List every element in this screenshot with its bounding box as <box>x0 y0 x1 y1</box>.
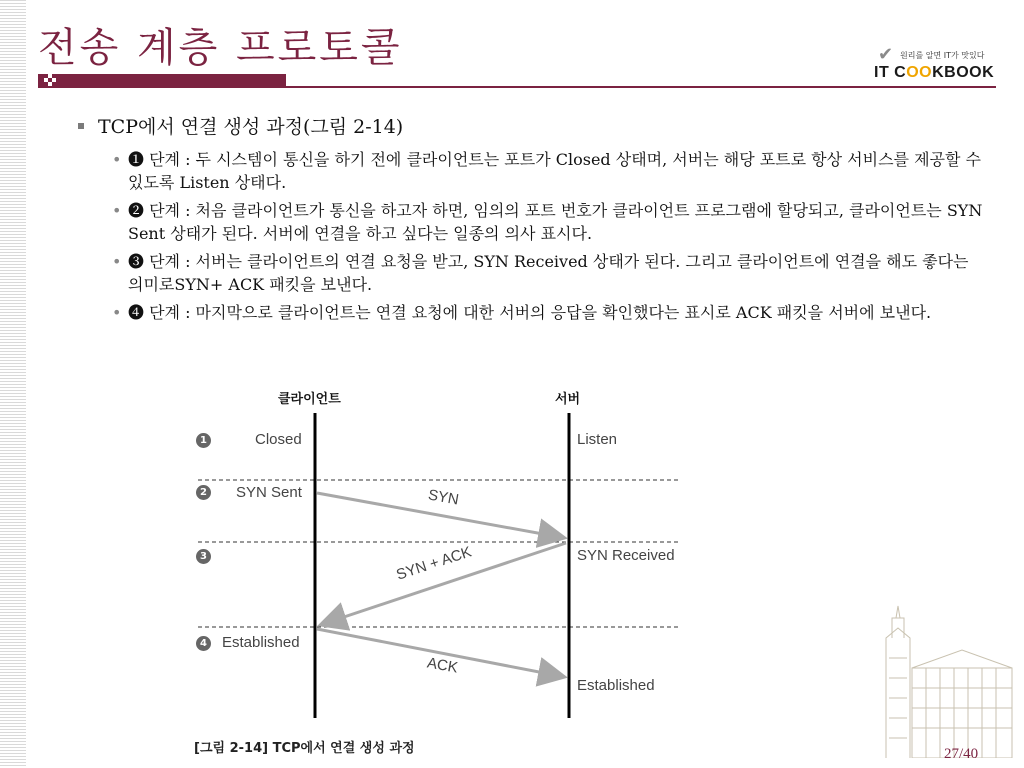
client-state-established: Established <box>222 634 300 651</box>
figure-caption: [그림 2-14] TCP에서 연결 생성 과정 <box>194 741 415 756</box>
client-state-syn-sent: SYN Sent <box>236 484 302 501</box>
left-stripe-decoration <box>0 0 26 768</box>
step-text: ➌ 단계 : 서버는 클라이언트의 연결 요청을 받고, SYN Received 상태가 된다. 그리고 클라이언트에 연결을 해도 좋다는 의미로SYN+ ACK 패킷을 보낸다. <box>128 252 969 294</box>
title-underline-bar <box>38 74 286 88</box>
step-text: ➋ 단계 : 처음 클라이언트가 통신을 하고자 하면, 임의의 포트 번호가 클라이언트 프로그램에 할당되고, 클라이언트는 SYN Sent 상태가 된다. 서버에 연결을 하고 싶다는 일종의 의사 표시다. <box>128 201 983 243</box>
syn-ack-label: SYN + ACK <box>394 543 474 584</box>
server-state-established: Established <box>577 677 655 694</box>
step-item <box>78 199 988 245</box>
title-underline-line <box>286 86 996 88</box>
syn-label: SYN <box>426 486 461 509</box>
client-state-closed: Closed <box>255 431 302 448</box>
dot-bullet-icon: • <box>112 303 122 322</box>
step-item <box>78 250 988 296</box>
server-state-listen: Listen <box>577 431 618 448</box>
ack-label: ACK <box>425 654 460 677</box>
check-icon: ✔ <box>878 44 894 65</box>
step-text: ➍ 단계 : 마지막으로 클라이언트는 연결 요청에 대한 서버의 응답을 확인했다는 표시로 ACK 패킷을 서버에 보낸다. <box>128 303 932 322</box>
slide-content <box>78 114 988 329</box>
step-item <box>78 301 988 324</box>
step-4-marker: 4 <box>196 636 211 651</box>
step-text: ➊ 단계 : 두 시스템이 통신을 하기 전에 클라이언트는 포트가 Closed 상태며, 서버는 해당 포트로 항상 서비스를 제공할 수 있도록 Listen 상태다. <box>128 150 982 192</box>
dot-bullet-icon: • <box>112 201 122 220</box>
server-header: 서버 <box>555 392 581 407</box>
tcp-handshake-diagram <box>190 383 690 763</box>
heading-text: TCP에서 연결 생성 과정(그림 2-14) <box>98 116 404 138</box>
server-state-syn-received: SYN Received <box>577 547 675 564</box>
dot-bullet-icon: • <box>112 252 122 271</box>
checker-ornament-icon <box>44 74 56 86</box>
step-2-marker: 2 <box>196 485 211 500</box>
step-3-marker: 3 <box>196 549 211 564</box>
building-sketch-decoration <box>876 598 1016 758</box>
page-number: 27/40 <box>944 746 979 762</box>
logo-brand: IT COOKBOOK <box>874 64 995 81</box>
bullet-heading <box>78 114 988 140</box>
it-cookbook-logo <box>870 44 1000 86</box>
logo-tagline: 원리를 알면 IT가 맛있다 <box>900 51 985 60</box>
dot-bullet-icon: • <box>112 150 122 169</box>
step-1-marker: 1 <box>196 433 211 448</box>
square-bullet-icon <box>78 123 84 129</box>
slide-title: 전송 계층 프로토콜 <box>38 25 403 71</box>
step-item <box>78 148 988 194</box>
client-header: 클라이언트 <box>278 392 341 407</box>
